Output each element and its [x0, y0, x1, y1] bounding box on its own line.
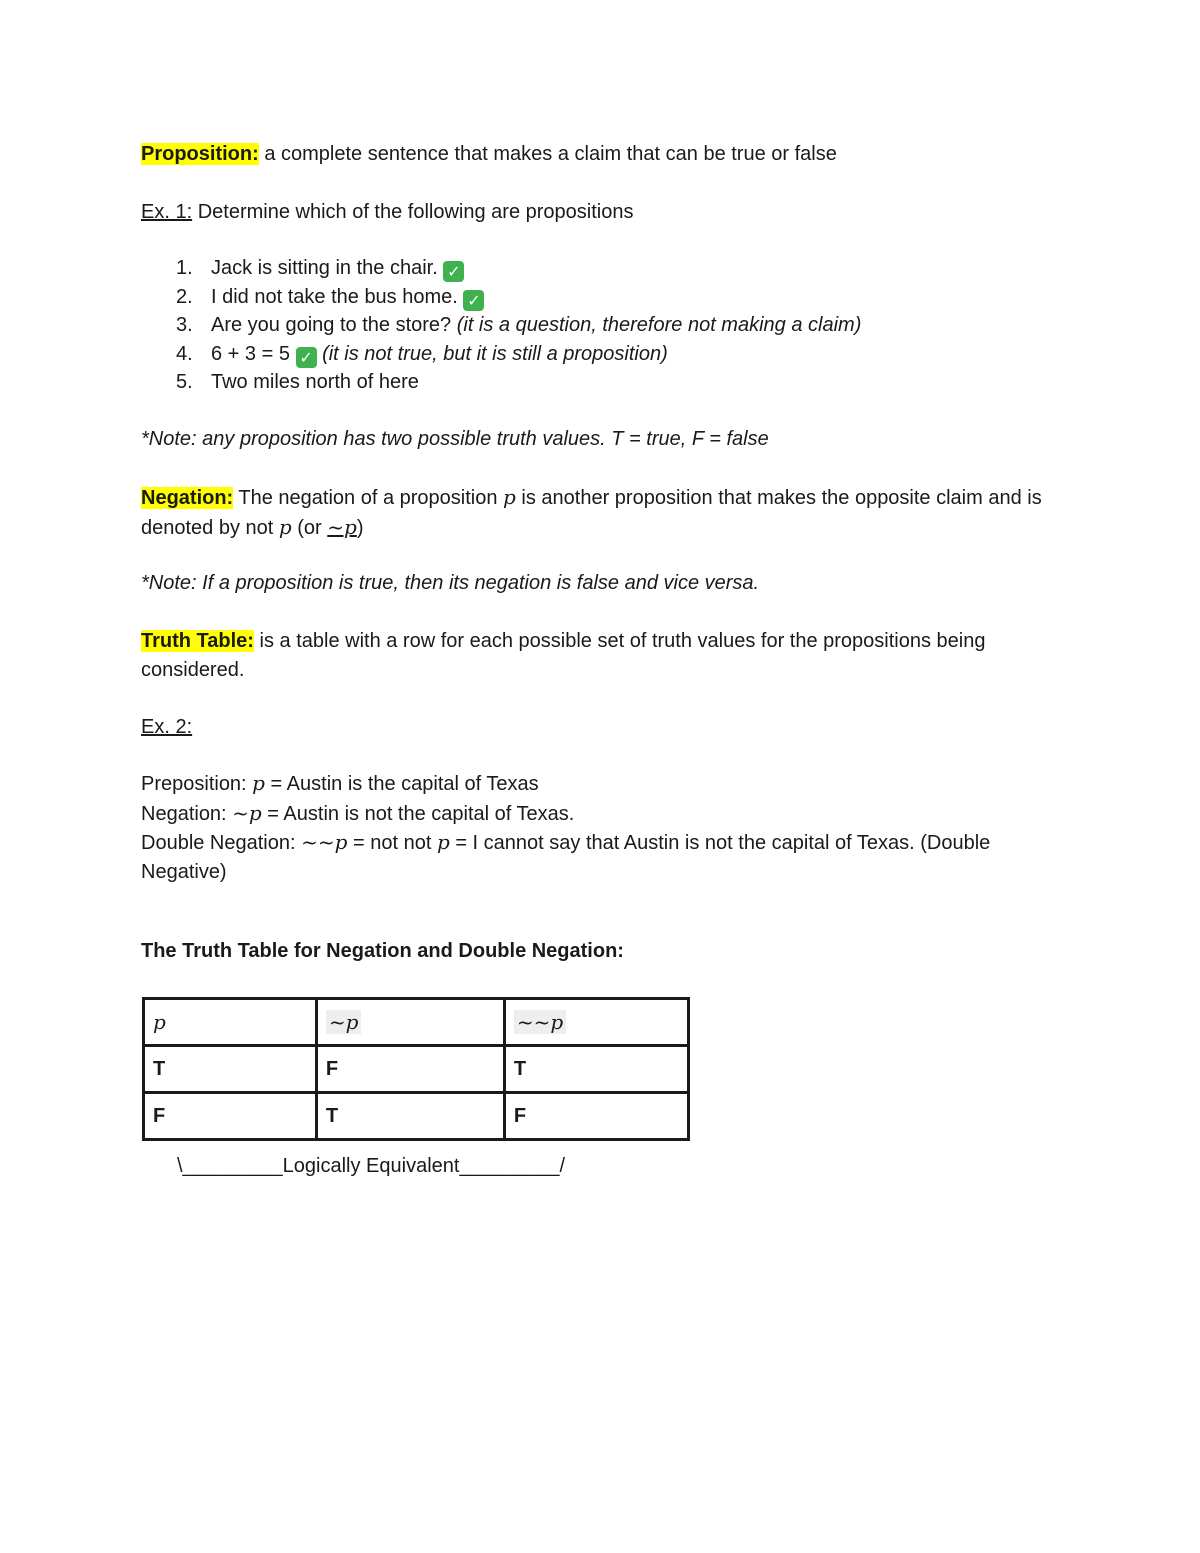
- list-item: [141, 283, 861, 312]
- list-item-text: Jack is sitting in the chair.: [211, 257, 444, 279]
- list-item-text: Two miles north of here: [211, 371, 419, 393]
- negation-text: The negation of a proposition: [233, 487, 504, 509]
- truth-table: [142, 997, 690, 1141]
- double-negation-line: [141, 828, 1061, 886]
- list-item: [141, 254, 861, 283]
- proposition-term: Proposition:: [141, 143, 259, 165]
- negation-text: is another proposition that makes the opposite claim and is denoted by not: [141, 487, 1042, 539]
- line-label: Preposition:: [141, 773, 253, 795]
- checkmark-icon: ✓: [296, 347, 317, 368]
- list-item: [141, 368, 861, 397]
- checkmark-icon: ✓: [443, 261, 464, 282]
- example-2-body: [141, 769, 1061, 886]
- list-number: 3.: [176, 314, 193, 336]
- table-row: [144, 1046, 689, 1093]
- list-item-text: I did not take the bus home.: [211, 285, 464, 308]
- variable-not-not-p: ~~p: [301, 830, 348, 854]
- proposition-definition: [141, 140, 1061, 169]
- table-cell: F: [504, 1093, 688, 1140]
- table-header-row: [144, 999, 689, 1046]
- example-1-instruction: [141, 198, 1061, 227]
- list-number: 1.: [176, 257, 193, 279]
- list-item: [141, 311, 861, 340]
- table-cell: F: [144, 1093, 317, 1140]
- line-text: = not not: [347, 832, 437, 854]
- header-not-not-p: ~~p: [514, 1010, 566, 1034]
- example-1-text: Determine which of the following are propositions: [192, 201, 634, 223]
- list-number: 4.: [176, 342, 193, 365]
- variable-p: p: [252, 771, 265, 795]
- line-text: = Austin is not the capital of Texas.: [261, 802, 575, 825]
- table-header-cell: [316, 999, 504, 1046]
- proposition-text: a complete sentence that makes a claim that can be true or false: [258, 143, 837, 165]
- table-cell: F: [316, 1046, 504, 1093]
- variable-p: p: [436, 830, 450, 854]
- list-item-note: (it is a question, therefore not making a claim): [456, 314, 862, 336]
- list-item-text: Are you going to the store?: [211, 314, 457, 336]
- note-negation: *Note: If a proposition is true, then its negation is false and vice versa.: [141, 572, 760, 594]
- example-2-label: [141, 713, 1061, 742]
- list-item: [141, 340, 861, 369]
- truth-table-term: Truth Table:: [141, 630, 254, 652]
- list-number: 2.: [176, 285, 193, 308]
- logically-equivalent-caption: \_________Logically Equivalent_________/: [177, 1155, 566, 1177]
- example-1-label: Ex. 1:: [141, 201, 193, 223]
- example-2-label-text: Ex. 2:: [141, 716, 193, 738]
- line-text: = I cannot say that Austin is not the capital of Texas. (Double Negative): [141, 832, 991, 883]
- variable-p: p: [503, 485, 516, 509]
- table-cell: T: [144, 1046, 317, 1093]
- variable-not-p: ~p: [232, 800, 262, 825]
- table-cell: T: [316, 1093, 504, 1140]
- line-text: = Austin is the capital of Texas: [264, 773, 539, 795]
- header-p: p: [153, 1009, 166, 1034]
- list-item-note: (it is not true, but it is still a proposition): [316, 342, 668, 365]
- truth-table-heading: The Truth Table for Negation and Double Negation:: [141, 940, 624, 962]
- header-not-p: ~p: [326, 1010, 362, 1034]
- truth-table-text: is a table with a row for each possible set of truth values for the propositions being considered.: [141, 630, 986, 681]
- table-row: [144, 1093, 689, 1140]
- negation-term: Negation:: [141, 487, 234, 509]
- list-number: 5.: [176, 371, 193, 393]
- proposition-list: [141, 254, 861, 397]
- list-item-text: 6 + 3 = 5: [211, 342, 296, 365]
- line-label: Negation:: [141, 802, 233, 825]
- table-header-cell: [504, 999, 688, 1046]
- truth-table-definition: [141, 627, 1061, 684]
- negation-line: [141, 799, 1061, 829]
- variable-not-p: ~p: [327, 514, 357, 539]
- proposition-line: [141, 769, 1061, 799]
- negation-definition: [141, 483, 1061, 542]
- line-label: Double Negation:: [141, 832, 302, 854]
- negation-text: ): [356, 516, 364, 539]
- table-cell: T: [504, 1046, 688, 1093]
- table-header-cell: [144, 999, 317, 1046]
- checkmark-icon: ✓: [463, 290, 484, 311]
- negation-text: (or: [291, 516, 328, 539]
- variable-p: p: [278, 514, 292, 539]
- note-truth-values: *Note: any proposition has two possible truth values. T = true, F = false: [141, 428, 769, 450]
